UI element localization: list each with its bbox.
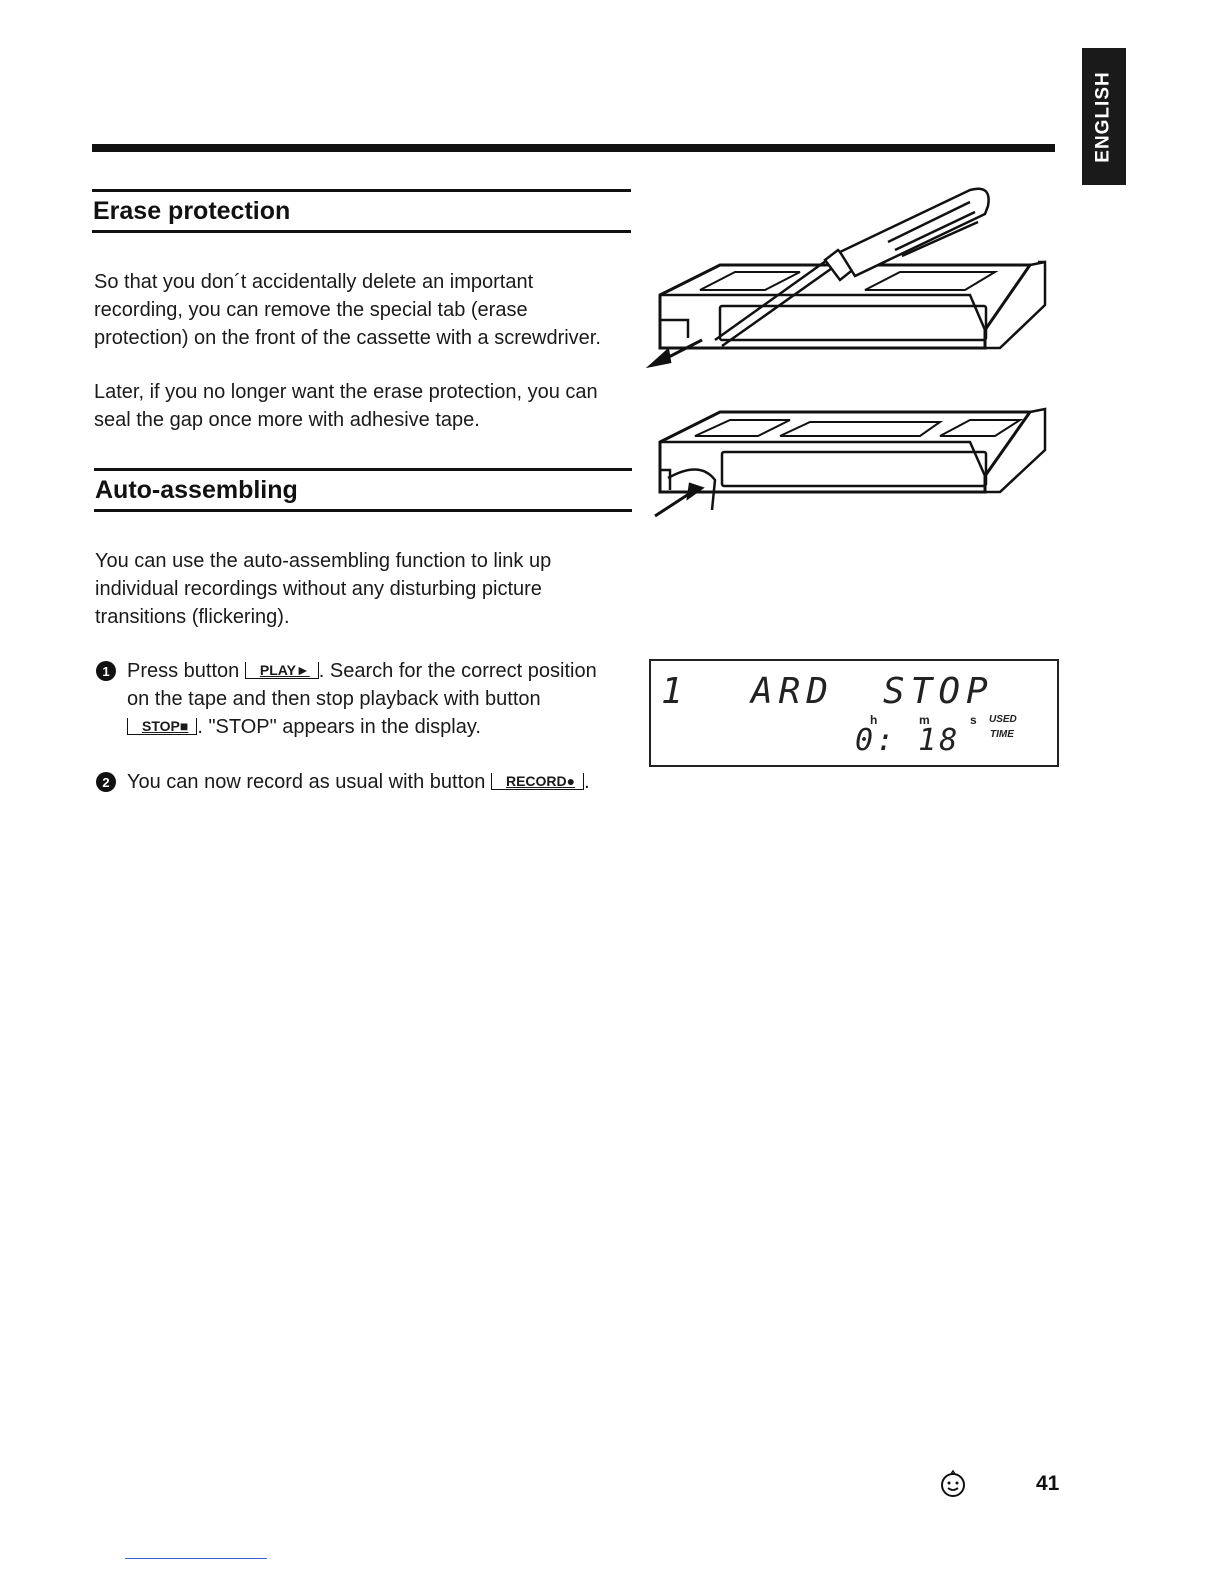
cassette-illustration: [640, 180, 1060, 530]
erase-heading: Erase protection: [93, 197, 291, 225]
cassette-screwdriver-icon: [650, 189, 1045, 516]
top-rule: [92, 144, 1055, 152]
text-line: transitions (flickering).: [95, 606, 290, 628]
step-2-text: [127, 768, 647, 796]
page-number: 41: [1036, 1472, 1060, 1495]
text-line: Later, if you no longer want the erase protection, you can: [94, 381, 598, 403]
step-1-text: [127, 657, 637, 741]
vcr-display: [649, 659, 1059, 767]
display-time: 0: 18: [855, 723, 961, 758]
step-number: 1: [96, 661, 116, 681]
text-line: protection) on the front of the cassette with a screwdriver.: [94, 327, 601, 349]
text-line: seal the gap once more with adhesive tape.: [94, 409, 480, 431]
step-number: 2: [96, 772, 116, 792]
step-2-bullet: [96, 772, 116, 792]
display-label-m: m: [919, 713, 930, 727]
text-span: Press button: [127, 660, 240, 682]
text-span: . "STOP" appears in the display.: [197, 716, 481, 738]
display-station: ARD: [751, 671, 835, 712]
stop-button-label: STOP■: [127, 718, 197, 735]
text-line: recording, you can remove the special tab (erase: [94, 299, 528, 321]
display-label-s: s: [970, 713, 977, 727]
erase-paragraph-1: [94, 268, 634, 352]
display-label-h: h: [870, 713, 878, 727]
erase-paragraph-2: [94, 378, 634, 434]
erase-rule-bottom: [92, 230, 631, 233]
display-status: STOP: [883, 671, 994, 712]
footer-line: [125, 1558, 267, 1559]
text-line: [127, 657, 637, 685]
text-span: . Search for the correct position: [318, 660, 597, 682]
display-time-label: TIME: [990, 729, 1014, 740]
auto-paragraph: [95, 547, 635, 631]
recycle-face-icon: [938, 1470, 968, 1500]
auto-rule-top: [94, 468, 632, 471]
display-channel: 1: [661, 671, 689, 712]
play-button-label: PLAY►: [245, 662, 319, 679]
text-line: So that you don´t accidentally delete an important: [94, 271, 534, 293]
text-span: You can now record as usual with button: [127, 771, 486, 793]
language-tab: [1082, 48, 1126, 185]
display-used: USED: [989, 714, 1017, 725]
language-tab-label: ENGLISH: [1093, 70, 1115, 163]
text-span: .: [584, 771, 590, 793]
auto-rule-bottom: [94, 509, 632, 512]
text-line: [127, 713, 637, 741]
erase-rule-top: [92, 189, 631, 192]
record-button-label: RECORD●: [491, 773, 584, 790]
auto-heading: Auto-assembling: [95, 476, 298, 504]
step-1-bullet: [96, 661, 116, 681]
text-line: on the tape and then stop playback with button: [127, 688, 541, 710]
text-line: individual recordings without any disturbing picture: [95, 578, 542, 600]
text-line: You can use the auto-assembling function to link up: [95, 550, 552, 572]
